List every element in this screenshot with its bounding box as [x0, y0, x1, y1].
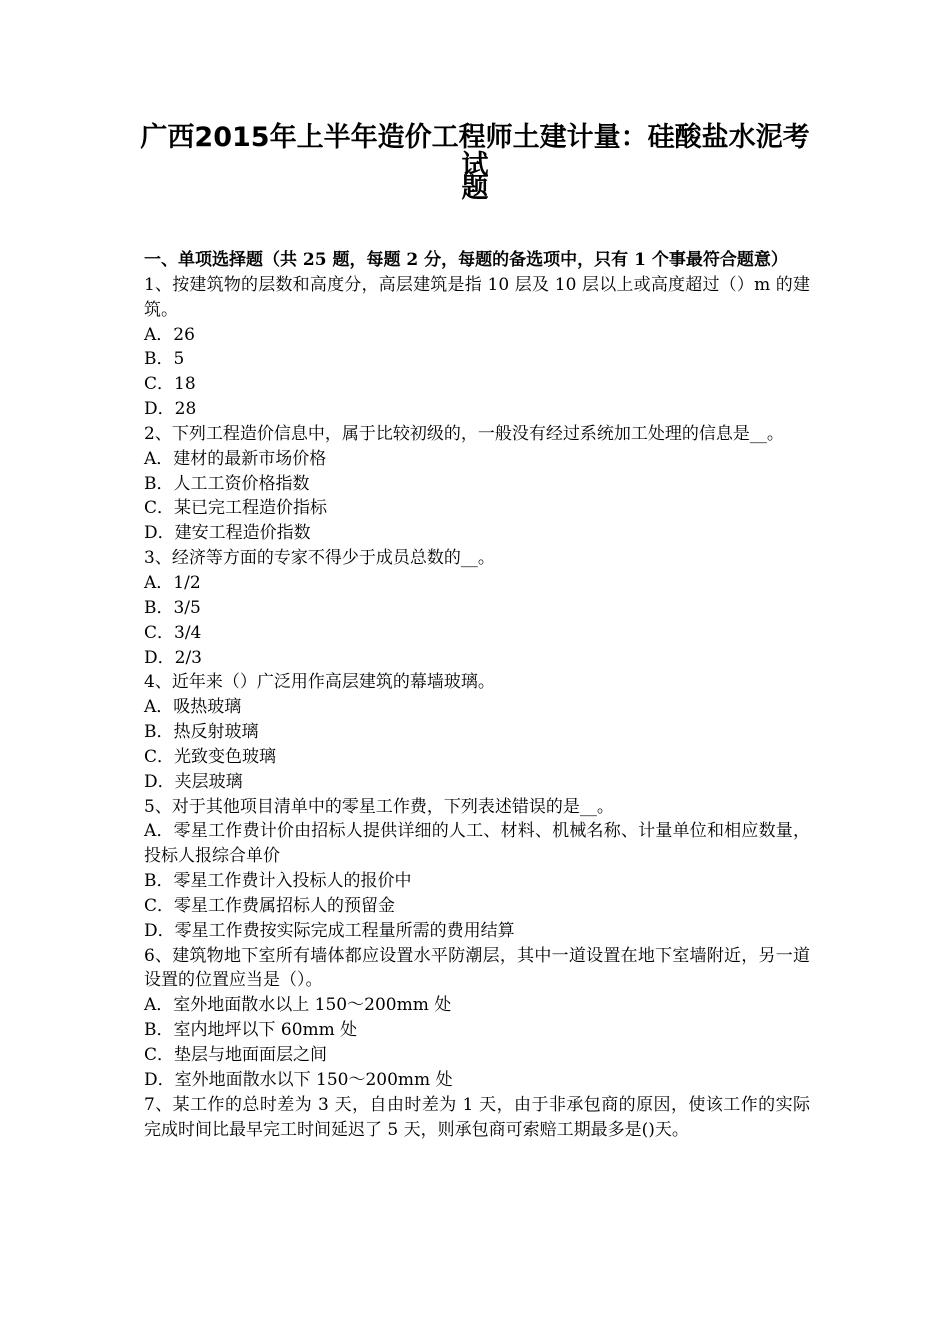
question-5-option-a: A．零星工作费计价由招标人提供详细的人工、材料、机械名称、计量单位和相应数量，投标人报综合单价: [144, 821, 810, 867]
question-1-stem: 1、按建筑物的层数和高度分，高层建筑是指 10 层及 10 层以上或高度超过（）m 的建筑。: [144, 274, 810, 320]
section-heading: 一、单项选择题（共 25 题，每题 2 分，每题的备选项中，只有 1 个事最符合题意）: [144, 250, 788, 270]
question-6-option-a: A．室外地面散水以上 150～200mm 处: [144, 995, 452, 1016]
question-1-option-d: D．28: [144, 399, 197, 420]
question-4-option-a: A．吸热玻璃: [144, 697, 242, 718]
question-1-option-b: B．5: [144, 349, 185, 370]
question-3-stem: 3、经济等方面的专家不得少于成员总数的__。: [144, 548, 495, 569]
question-6-stem: 6、建筑物地下室所有墙体都应设置水平防潮层，其中一道设置在地下室墙附近，另一道设置的位置应当是（）。: [144, 945, 810, 991]
question-6-option-d: D．室外地面散水以下 150～200mm 处: [144, 1069, 453, 1090]
question-2-option-d: D．建安工程造价指数: [144, 523, 311, 544]
question-5-option-d: D．零星工作费按实际完成工程量所需的费用结算: [144, 920, 515, 941]
question-2-option-b: B．人工工资价格指数: [144, 473, 310, 494]
question-5-option-b: B．零星工作费计入投标人的报价中: [144, 871, 412, 892]
question-4-option-b: B．热反射玻璃: [144, 722, 259, 743]
question-4-option-c: C．光致变色玻璃: [144, 746, 277, 767]
question-5-stem: 5、对于其他项目清单中的零星工作费，下列表述错误的是__。: [144, 796, 614, 817]
question-1-option-c: C．18: [144, 374, 196, 395]
question-4-option-d: D．夹层玻璃: [144, 771, 243, 792]
question-2-stem: 2、下列工程造价信息中，属于比较初级的，一般没有经过系统加工处理的信息是__。: [144, 423, 784, 444]
document-title-line-1: 广西2015年上半年造价工程师土建计量：硅酸盐水泥考试: [140, 122, 810, 181]
question-1-option-a: A．26: [144, 324, 195, 345]
question-7-stem: 7、某工作的总时差为 3 天，自由时差为 1 天，由于非承包商的原因，使该工作的实际完成时间比最早完工时间延迟了 5 天，则承包商可索赔工期最多是()天。: [144, 1094, 810, 1140]
question-2-option-a: A．建材的最新市场价格: [144, 448, 327, 469]
question-3-option-b: B．3/5: [144, 597, 201, 618]
question-3-option-a: A．1/2: [144, 572, 201, 593]
document-title-line-2: 题: [461, 173, 489, 204]
question-6-option-b: B．室内地坪以下 60mm 处: [144, 1020, 358, 1041]
question-5-option-c: C．零星工作费属招标人的预留金: [144, 895, 396, 916]
question-4-stem: 4、近年来（）广泛用作高层建筑的幕墙玻璃。: [144, 672, 495, 693]
question-6-option-c: C．垫层与地面面层之间: [144, 1045, 328, 1065]
question-3-option-d: D．2/3: [144, 647, 202, 668]
question-2-option-c: C．某已完工程造价指标: [144, 498, 328, 519]
document-body: [144, 248, 810, 1142]
question-3-option-c: C．3/4: [144, 622, 202, 643]
